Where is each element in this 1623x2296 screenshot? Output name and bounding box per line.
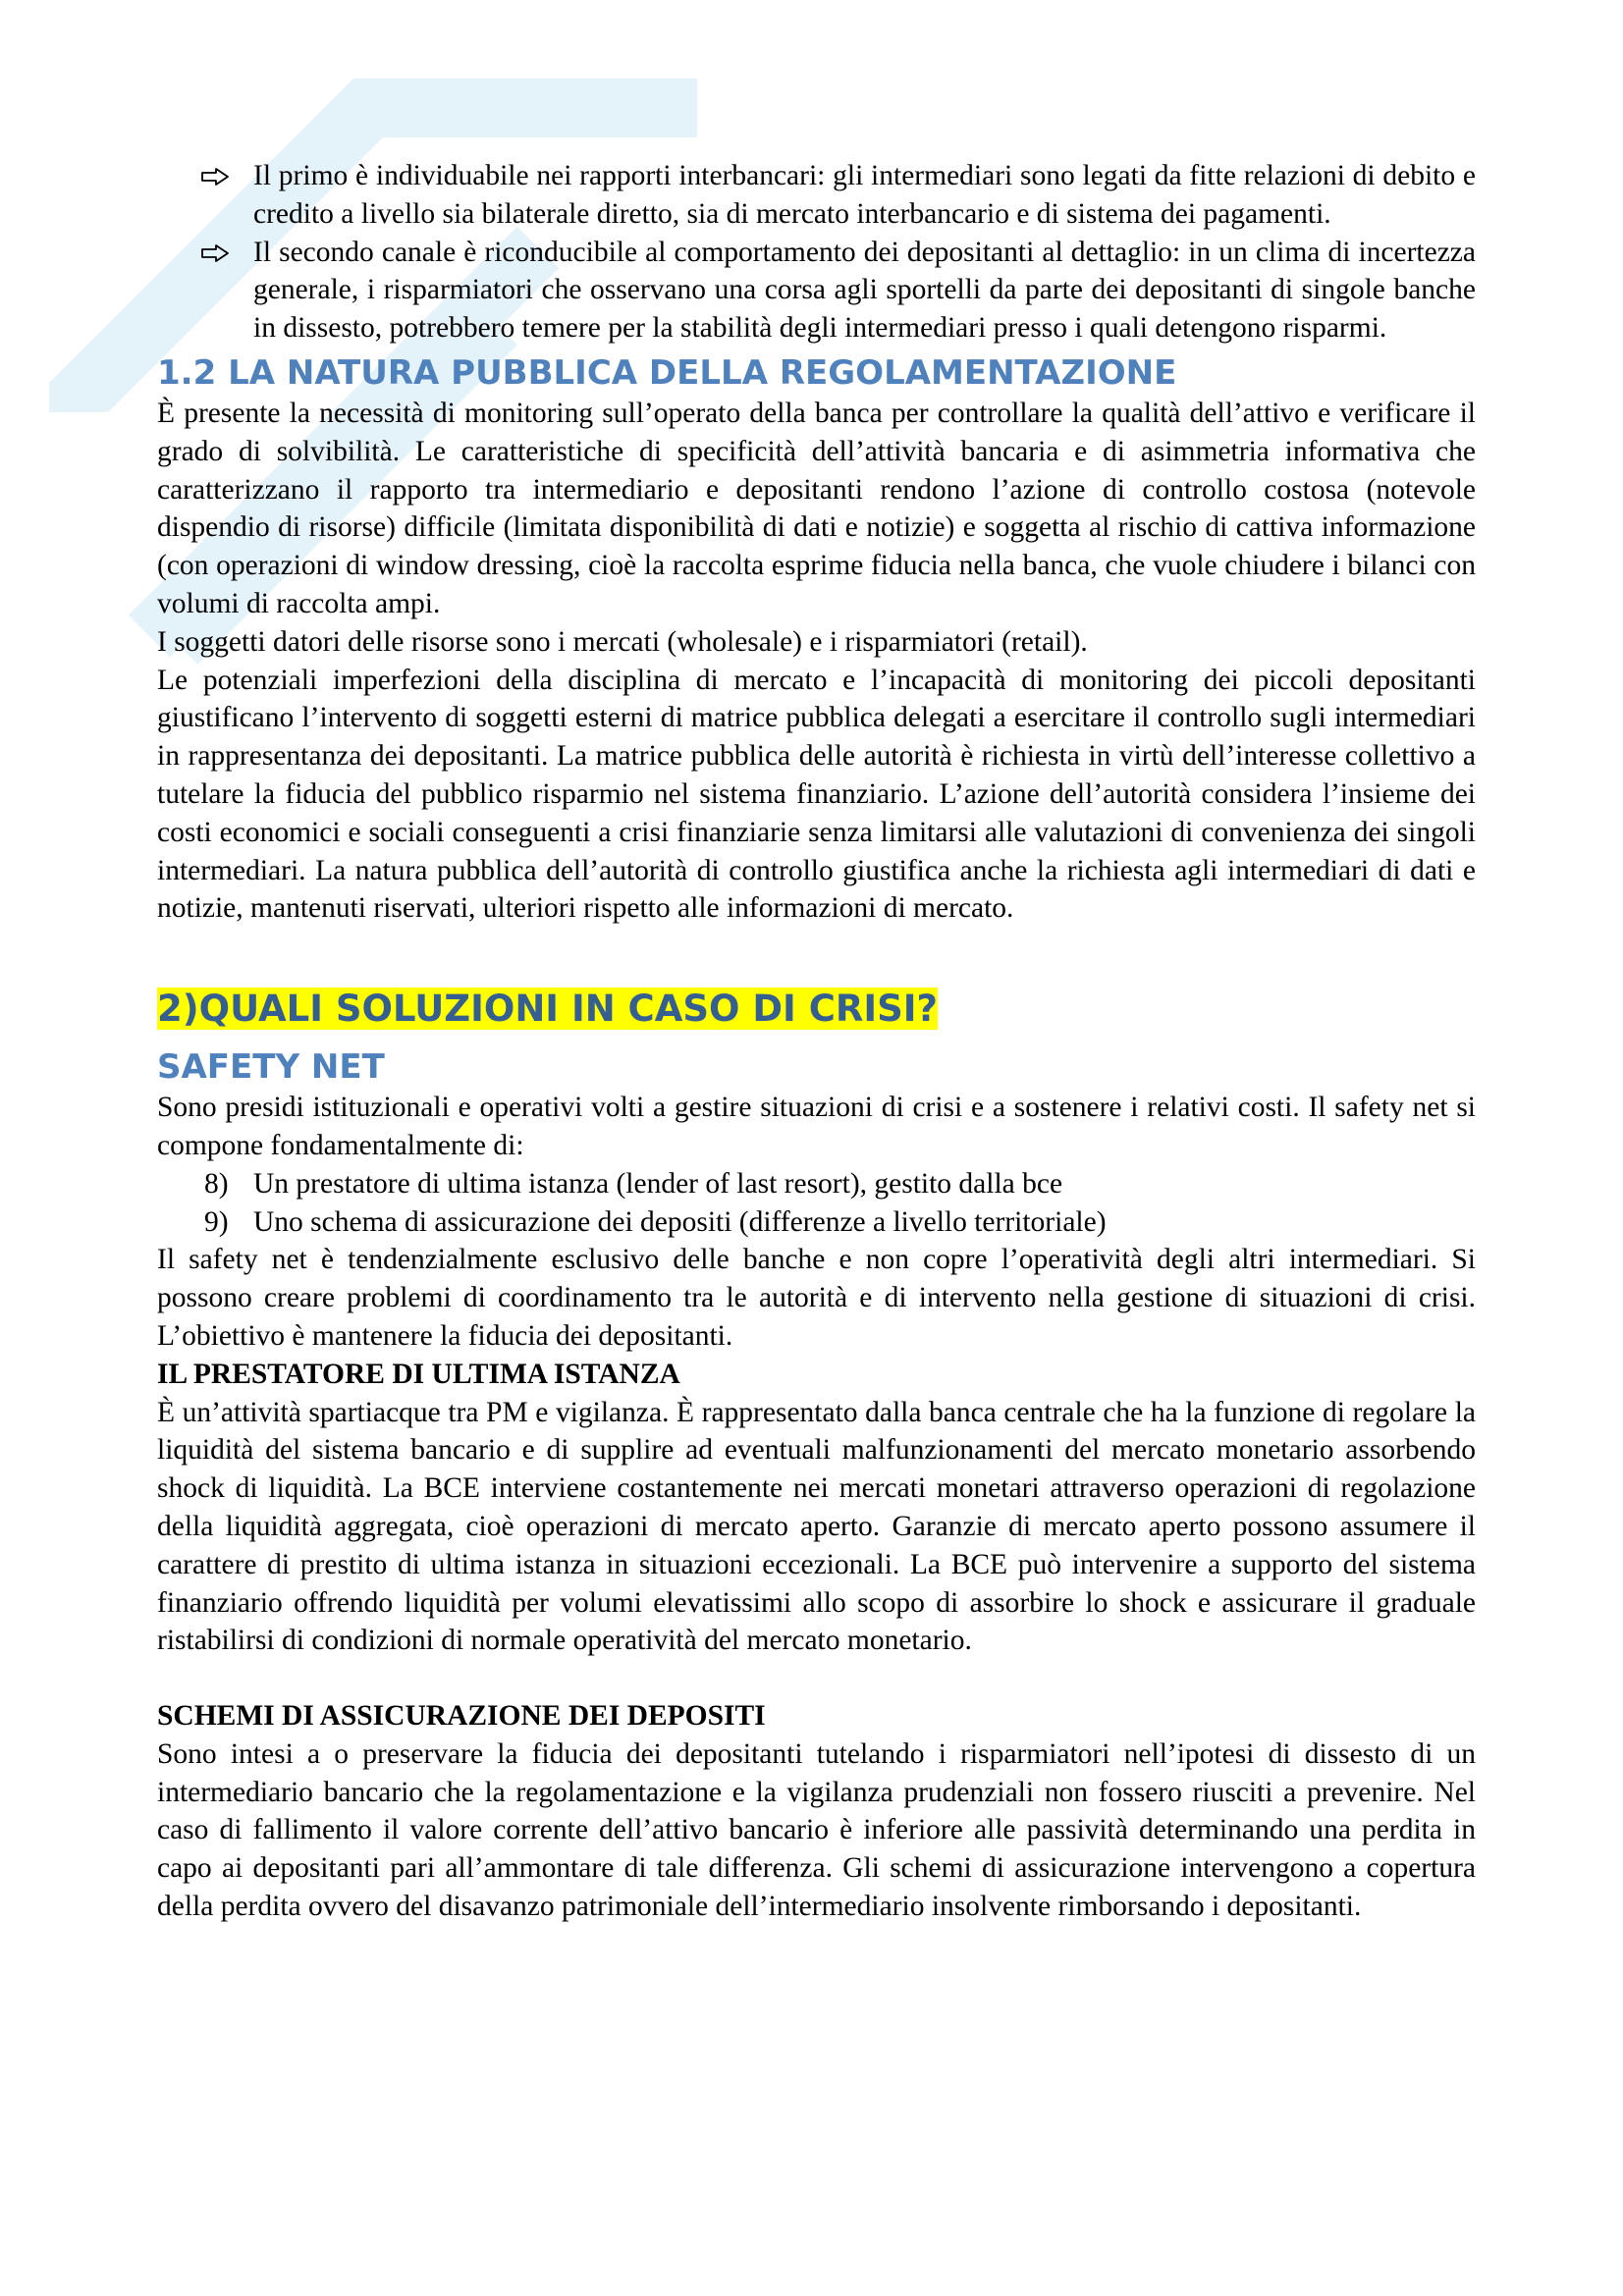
list-number: 8) bbox=[204, 1167, 229, 1200]
paragraph: Le potenziali imperfezioni della disciplina di mercato e l’incapacità di monitoring dei piccoli depositanti giustificano l’intervento di soggetti esterni di matrice pubblica delegati a esercitare il controllo sugli intermediari in rappresentanza dei depositanti. La matrice pubblica delle autorità è richiesta in virtù dell’interesse collettivo a tutelare la fiducia del pubblico risparmio nel sistema finanziario. L’azione dell’autorità considera l’insieme dei costi economici e sociali conseguenti a crisi finanziarie senza limitarsi alle valutazioni di convenienza dei singoli intermediari. La natura pubblica dell’autorità di controllo giustifica anche la richiesta agli intermediari di dati e notizie, mantenuti riservati, ulteriori rispetto alle informazioni di mercato. bbox=[157, 664, 1476, 925]
numbered-list bbox=[157, 1165, 1476, 1242]
paragraph: Il safety net è tendenzialmente esclusivo delle banche e non copre l’operatività degli altri intermediari. Si possono creare problemi di coordinamento tra le autorità e di intervento nella gestione di situazioni di crisi. L’obiettivo è mantenere la fiducia dei depositanti. bbox=[157, 1244, 1476, 1352]
section-heading: SAFETY NET bbox=[157, 1047, 385, 1088]
highlighted-title: 2)QUALI SOLUZIONI IN CASO DI CRISI? bbox=[157, 988, 938, 1031]
paragraph: Sono presidi istituzionali e operativi volti a gestire situazioni di crisi e a sostenere i relativi costi. Il safety net si compone fondamentalmente di: bbox=[157, 1092, 1476, 1161]
list-text: Uno schema di assicurazione dei depositi (differenze a livello territoriale) bbox=[253, 1205, 1107, 1238]
paragraph: I soggetti datori delle risorse sono i mercati (wholesale) e i risparmiatori (retail). bbox=[157, 625, 1088, 658]
subsection-heading: IL PRESTATORE DI ULTIMA ISTANZA bbox=[157, 1358, 680, 1390]
bullet-text: Il secondo canale è riconducibile al comportamento dei depositanti al dettaglio: in un clima di incertezza generale, i risparmiatori che osservano una corsa agli sportelli da parte dei depositanti di singole banche in dissesto, potrebbero temere per la stabilità degli intermediari presso i quali detengono risparmi. bbox=[253, 236, 1476, 345]
paragraph: È un’attività spartiacque tra PM e vigilanza. È rappresentato dalla banca centrale che ha la funzione di regolare la liquidità del sistema bancario e di supplire ad eventuali malfunzionamenti del mercato monetario assorbendo shock di liquidità. La BCE interviene costantemente nei mercati monetari attraverso operazioni di regolazione della liquidità aggregata, cioè operazioni di mercato aperto. Garanzie di mercato aperto possono assumere il carattere di prestito di ultima istanza in situazioni eccezionali. La BCE può intervenire a supporto del sistema finanziario offrendo liquidità per volumi elevatissimi allo scopo di assorbire lo shock e assicurare il graduale ristabilirsi di condizioni di normale operatività del mercato monetario. bbox=[157, 1396, 1476, 1657]
outline-right-arrow-icon bbox=[200, 157, 234, 194]
list-item bbox=[157, 1203, 1476, 1242]
paragraph: È presente la necessità di monitoring sull’operato della banca per controllare la qualità dell’attivo e verificare il grado di solvibilità. Le caratteristiche di specificità dell’attività bancaria e di asimmetria informativa che caratterizzano il rapporto tra intermediario e depositanti rendono l’azione di controllo costosa (notevole dispendio di risorse) difficile (limitata disponibilità di dati e notizie) e soggetta al rischio di cattiva informazione (con operazioni di window dressing, cioè la raccolta esprime fiducia nella banca, che vuole chiudere i bilanci con volumi di raccolta ampi. bbox=[157, 397, 1476, 619]
bullet-text: Il primo è individuabile nei rapporti interbancari: gli intermediari sono legati da fitte relazioni di debito e credito a livello sia bilaterale diretto, sia di mercato interbancario e di sistema dei pagamenti. bbox=[253, 160, 1476, 230]
bullet-item bbox=[157, 157, 1476, 234]
paragraph: Sono intesi a o preservare la fiducia dei depositanti tutelando i risparmiatori nell’ipotesi di dissesto di un intermediario bancario che la regolamentazione e la vigilanza prudenziali non fossero riusciti a prevenire. Nel caso di fallimento il valore corrente dell’attivo bancario è inferiore alle passività determinando una perdita in capo ai depositanti pari all’ammontare di tale differenza. Gli schemi di assicurazione intervengono a copertura della perdita ovvero del disavanzo patrimoniale dell’intermediario insolvente rimborsando i depositanti. bbox=[157, 1737, 1476, 1923]
outline-right-arrow-icon bbox=[200, 234, 234, 271]
section-heading: 1.2 LA NATURA PUBBLICA DELLA REGOLAMENTAZIONE bbox=[157, 352, 1177, 393]
bullet-item bbox=[157, 234, 1476, 347]
chapter-heading bbox=[157, 985, 1476, 1034]
list-number: 9) bbox=[204, 1205, 229, 1238]
document-page bbox=[157, 157, 1476, 1926]
bullet-list bbox=[157, 157, 1476, 347]
spacer bbox=[157, 1660, 1476, 1697]
list-item bbox=[157, 1165, 1476, 1203]
subsection-heading: SCHEMI DI ASSICURAZIONE DEI DEPOSITI bbox=[157, 1700, 766, 1733]
list-text: Un prestatore di ultima istanza (lender of last resort), gestito dalla bce bbox=[253, 1167, 1063, 1200]
